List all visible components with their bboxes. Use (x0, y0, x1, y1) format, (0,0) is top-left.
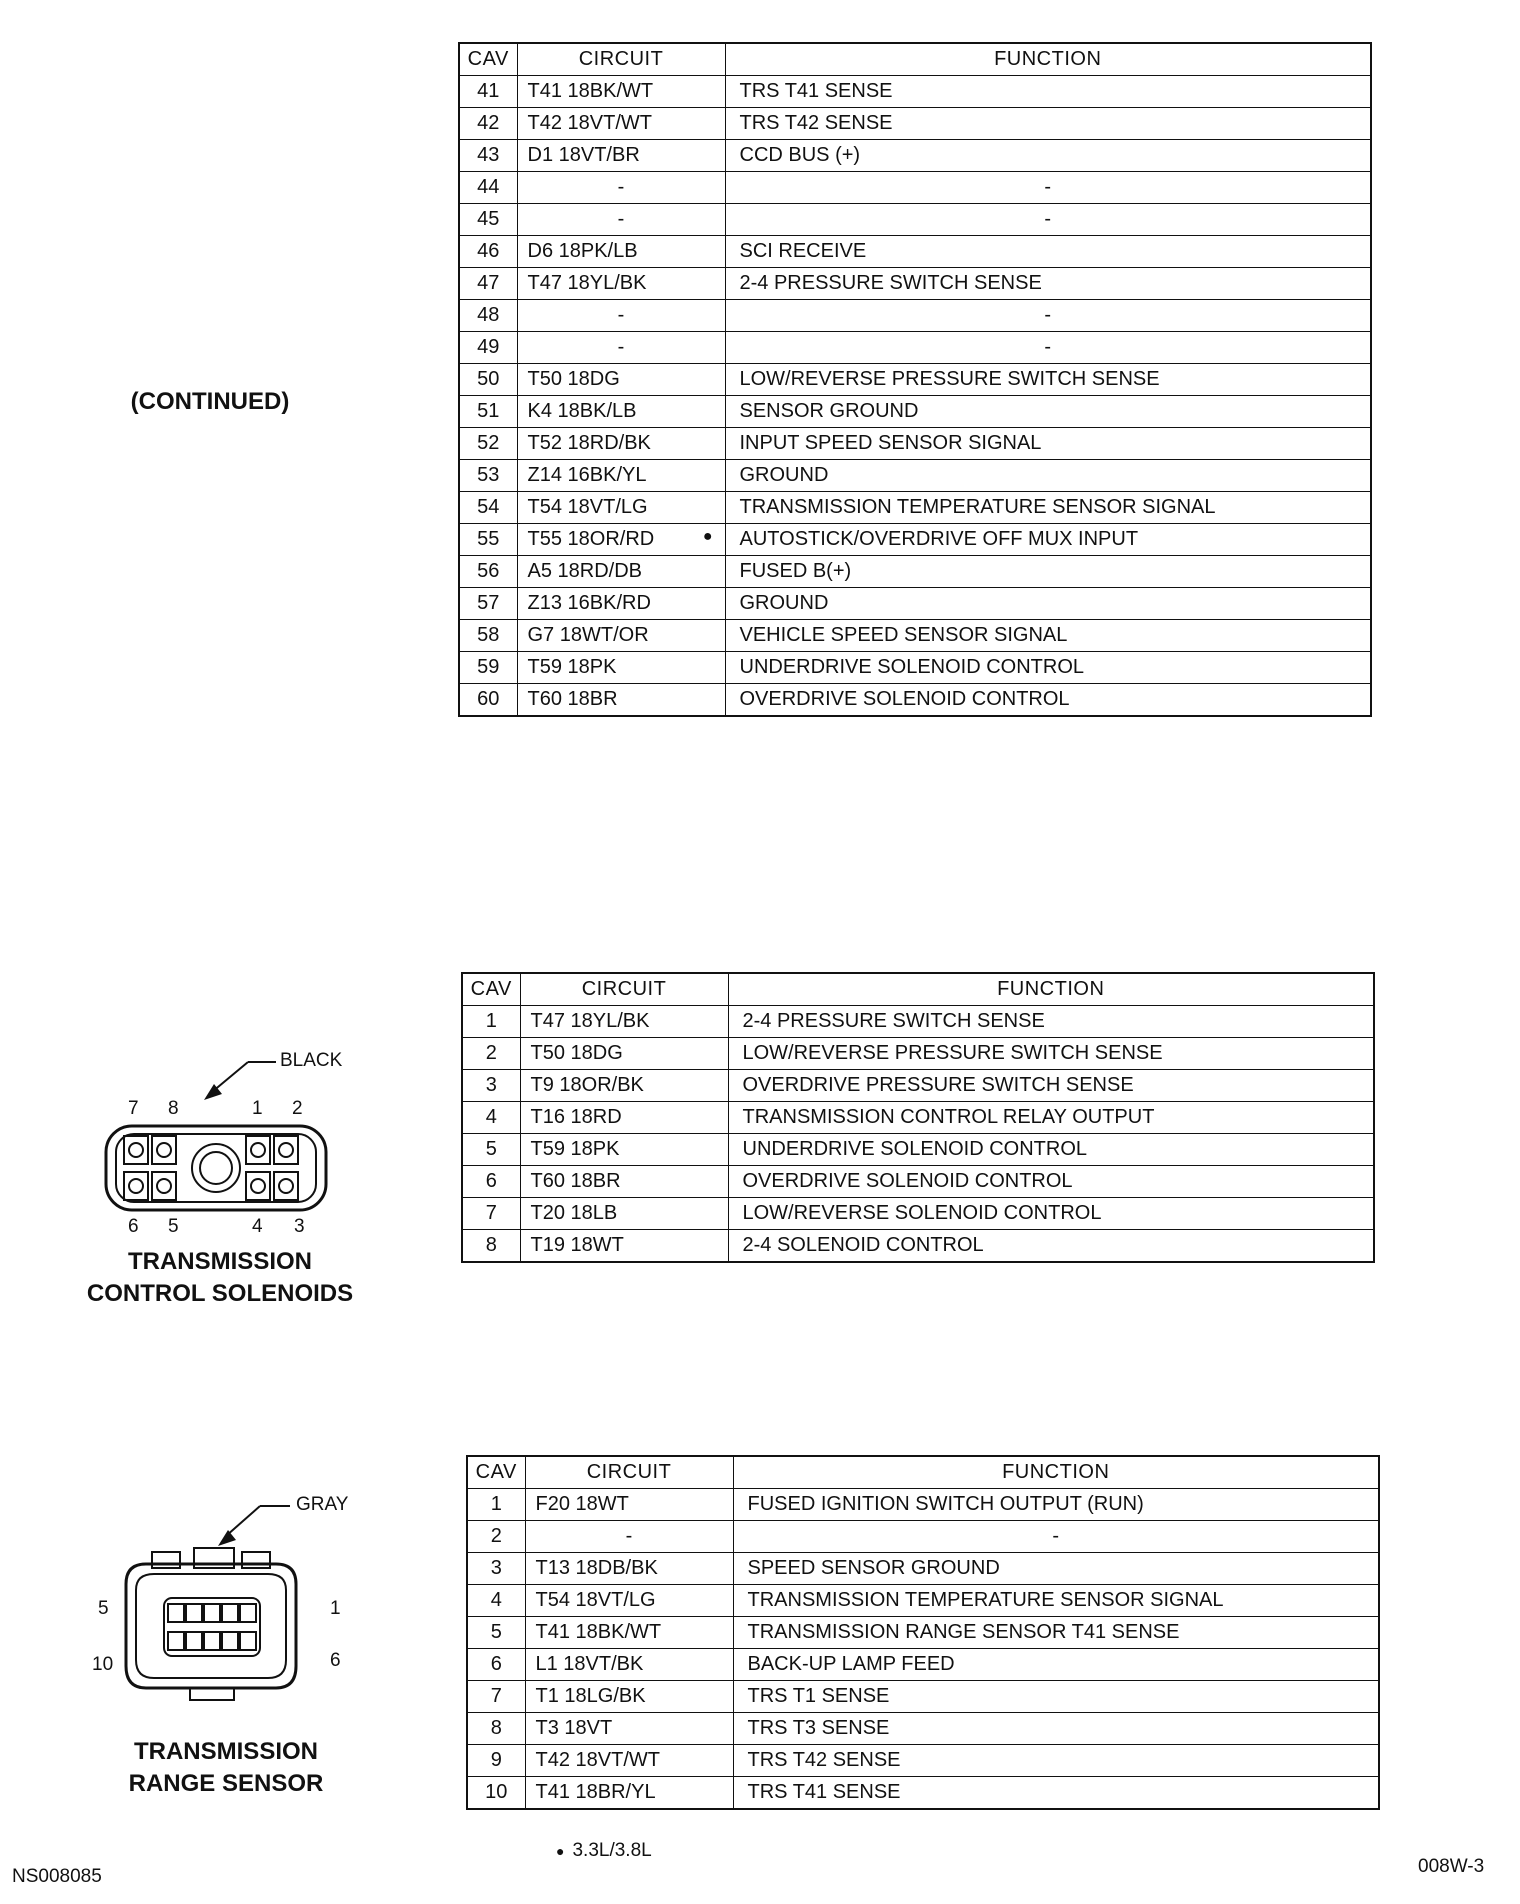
cav-cell: 47 (459, 268, 517, 300)
circuit-header: CIRCUIT (520, 973, 728, 1006)
table-row (467, 1585, 1379, 1617)
table-row (462, 1038, 1374, 1070)
function-header: FUNCTION (733, 1456, 1379, 1489)
function-cell: 2-4 SOLENOID CONTROL (728, 1230, 1374, 1263)
function-cell: OVERDRIVE SOLENOID CONTROL (728, 1166, 1374, 1198)
cav-cell: 9 (467, 1745, 525, 1777)
circuit-cell (525, 1745, 733, 1777)
connector-color-label: BLACK (280, 1050, 343, 1071)
pin-label: 2 (292, 1098, 303, 1119)
function-header: FUNCTION (728, 973, 1374, 1006)
function-cell: - (733, 1521, 1379, 1553)
footnote-text: 3.3L/3.8L (572, 1840, 652, 1861)
circuit-cell (520, 1102, 728, 1134)
circuit-text: T60 18BR (530, 1170, 621, 1192)
circuit-cell (525, 1681, 733, 1713)
function-cell: FUSED B(+) (725, 556, 1371, 588)
circuit-cell (517, 588, 725, 620)
cav-cell: 6 (467, 1649, 525, 1681)
cav-cell: 10 (467, 1777, 525, 1810)
circuit-header: CIRCUIT (517, 43, 725, 76)
pin-label: 6 (330, 1650, 341, 1671)
pin-label: 5 (168, 1216, 179, 1237)
circuit-text: T3 18VT (535, 1717, 613, 1739)
cav-cell: 7 (462, 1198, 520, 1230)
function-cell: AUTOSTICK/OVERDRIVE OFF MUX INPUT (725, 524, 1371, 556)
function-cell: TRS T3 SENSE (733, 1713, 1379, 1745)
table-row (459, 652, 1371, 684)
table-row (462, 1070, 1374, 1102)
circuit-cell (517, 300, 725, 332)
cav-cell: 5 (462, 1134, 520, 1166)
circuit-text: T54 18VT/LG (527, 496, 648, 518)
pin-label: 1 (330, 1598, 341, 1619)
cav-cell: 60 (459, 684, 517, 717)
solenoids-title-line1: TRANSMISSION (127, 1248, 312, 1275)
table-row (467, 1681, 1379, 1713)
circuit-text: T9 18OR/BK (530, 1074, 644, 1096)
cav-cell: 7 (467, 1681, 525, 1713)
circuit-text: Z13 16BK/RD (527, 592, 651, 614)
circuit-cell (517, 428, 725, 460)
function-cell: - (725, 204, 1371, 236)
circuit-text: T52 18RD/BK (527, 432, 651, 454)
page-id: 008W-3 (1418, 1856, 1485, 1877)
function-cell: LOW/REVERSE SOLENOID CONTROL (728, 1198, 1374, 1230)
function-cell: TRS T41 SENSE (725, 76, 1371, 108)
function-cell: TRS T1 SENSE (733, 1681, 1379, 1713)
circuit-text: D6 18PK/LB (527, 240, 638, 262)
table-row (467, 1489, 1379, 1521)
continued-label: (CONTINUED) (130, 388, 290, 415)
circuit-cell (520, 1006, 728, 1038)
cav-cell: 55 (459, 524, 517, 556)
circuit-text: - (625, 1525, 633, 1547)
table-row (459, 236, 1371, 268)
circuit-cell (525, 1617, 733, 1649)
cav-cell: 5 (467, 1617, 525, 1649)
circuit-cell (517, 364, 725, 396)
circuit-text: T41 18BK/WT (527, 80, 654, 102)
solenoids-title (60, 1246, 380, 1310)
cav-header: CAV (467, 1456, 525, 1489)
cav-cell: 49 (459, 332, 517, 364)
range-sensor-connector-diagram (90, 1494, 370, 1714)
function-cell: TRS T41 SENSE (733, 1777, 1379, 1810)
circuit-cell (525, 1713, 733, 1745)
table-row (459, 172, 1371, 204)
circuit-text: A5 18RD/DB (527, 560, 642, 582)
table-row (462, 1006, 1374, 1038)
function-cell: SCI RECEIVE (725, 236, 1371, 268)
document-id: NS008085 (12, 1866, 102, 1887)
table-row (459, 524, 1371, 556)
circuit-cell (517, 140, 725, 172)
table-row (459, 108, 1371, 140)
function-cell: TRANSMISSION CONTROL RELAY OUTPUT (728, 1102, 1374, 1134)
circuit-text: T50 18DG (530, 1042, 623, 1064)
cav-cell: 56 (459, 556, 517, 588)
cav-cell: 4 (462, 1102, 520, 1134)
pin-label: 10 (92, 1654, 114, 1675)
table-row (467, 1777, 1379, 1810)
solenoids-connector-diagram (100, 1050, 360, 1250)
circuit-cell (517, 652, 725, 684)
cav-cell: 46 (459, 236, 517, 268)
pin-label: 8 (168, 1098, 179, 1119)
circuit-text: T41 18BR/YL (535, 1781, 656, 1803)
table-row (462, 1166, 1374, 1198)
pin-label: 5 (98, 1598, 109, 1619)
range-sensor-title (66, 1736, 386, 1800)
circuit-cell (525, 1553, 733, 1585)
function-cell: - (725, 332, 1371, 364)
circuit-text: Z14 16BK/YL (527, 464, 647, 486)
table-row (459, 684, 1371, 717)
function-cell: INPUT SPEED SENSOR SIGNAL (725, 428, 1371, 460)
function-cell: FUSED IGNITION SWITCH OUTPUT (RUN) (733, 1489, 1379, 1521)
table-row (459, 364, 1371, 396)
table-row (462, 1102, 1374, 1134)
circuit-cell (517, 396, 725, 428)
circuit-cell (520, 1230, 728, 1263)
circuit-cell (517, 236, 725, 268)
table-row (459, 460, 1371, 492)
cav-cell: 51 (459, 396, 517, 428)
circuit-text: T54 18VT/LG (535, 1589, 656, 1611)
function-cell: - (725, 300, 1371, 332)
circuit-cell (520, 1038, 728, 1070)
circuit-cell (517, 556, 725, 588)
circuit-text: D1 18VT/BR (527, 144, 640, 166)
circuit-cell (517, 684, 725, 717)
function-cell: GROUND (725, 588, 1371, 620)
circuit-cell (517, 268, 725, 300)
function-cell: SENSOR GROUND (725, 396, 1371, 428)
cav-cell: 43 (459, 140, 517, 172)
cav-cell: 44 (459, 172, 517, 204)
function-cell: GROUND (725, 460, 1371, 492)
cav-cell: 2 (467, 1521, 525, 1553)
cav-cell: 50 (459, 364, 517, 396)
circuit-text: T59 18PK (530, 1138, 620, 1160)
cav-header: CAV (459, 43, 517, 76)
pinout-table-continued (458, 42, 1372, 717)
function-cell: OVERDRIVE PRESSURE SWITCH SENSE (728, 1070, 1374, 1102)
table-row (462, 1230, 1374, 1263)
circuit-cell (517, 204, 725, 236)
table-row (467, 1649, 1379, 1681)
circuit-text: T41 18BK/WT (535, 1621, 662, 1643)
range-sensor-title-line1: TRANSMISSION (133, 1738, 318, 1765)
cav-header: CAV (462, 973, 520, 1006)
pin-label: 4 (252, 1216, 263, 1237)
table-row (459, 620, 1371, 652)
cav-cell: 2 (462, 1038, 520, 1070)
circuit-text: F20 18WT (535, 1493, 629, 1515)
pin-label: 7 (128, 1098, 139, 1119)
pin-label: 3 (294, 1216, 305, 1237)
circuit-cell (525, 1521, 733, 1553)
circuit-cell (517, 460, 725, 492)
cav-cell: 54 (459, 492, 517, 524)
connector-color-label: GRAY (296, 1494, 349, 1515)
pinout-table-solenoids (461, 972, 1375, 1263)
circuit-text: T55 18OR/RD (527, 528, 655, 550)
table-row (462, 1198, 1374, 1230)
circuit-text: T47 18YL/BK (527, 272, 647, 294)
table-row (459, 204, 1371, 236)
cav-cell: 59 (459, 652, 517, 684)
cav-cell: 1 (467, 1489, 525, 1521)
circuit-text: - (617, 304, 625, 326)
circuit-cell (517, 620, 725, 652)
circuit-text: T47 18YL/BK (530, 1010, 650, 1032)
circuit-cell (517, 332, 725, 364)
function-cell: SPEED SENSOR GROUND (733, 1553, 1379, 1585)
function-cell: TRANSMISSION TEMPERATURE SENSOR SIGNAL (725, 492, 1371, 524)
circuit-cell (517, 108, 725, 140)
footnote (556, 1840, 652, 1862)
function-cell: OVERDRIVE SOLENOID CONTROL (725, 684, 1371, 717)
function-cell: VEHICLE SPEED SENSOR SIGNAL (725, 620, 1371, 652)
function-cell: 2-4 PRESSURE SWITCH SENSE (725, 268, 1371, 300)
bullet-icon: ● (702, 528, 713, 545)
pointer-arrow-icon (90, 1494, 370, 1714)
table-row (467, 1553, 1379, 1585)
footnote-bullet-icon: ● (556, 1843, 565, 1859)
range-sensor-title-line2: RANGE SENSOR (128, 1770, 324, 1797)
circuit-text: T50 18DG (527, 368, 620, 390)
circuit-text: T42 18VT/WT (527, 112, 652, 134)
table-row (459, 492, 1371, 524)
function-cell: UNDERDRIVE SOLENOID CONTROL (725, 652, 1371, 684)
circuit-text: T1 18LG/BK (535, 1685, 646, 1707)
circuit-text: T13 18DB/BK (535, 1557, 658, 1579)
table-row (459, 268, 1371, 300)
pinout-table-range-sensor (466, 1455, 1380, 1810)
pin-label: 6 (128, 1216, 139, 1237)
cav-cell: 3 (467, 1553, 525, 1585)
function-cell: BACK-UP LAMP FEED (733, 1649, 1379, 1681)
table-row (459, 396, 1371, 428)
circuit-text: K4 18BK/LB (527, 400, 637, 422)
table-row (467, 1521, 1379, 1553)
cav-cell: 42 (459, 108, 517, 140)
circuit-text: - (617, 208, 625, 230)
cav-cell: 4 (467, 1585, 525, 1617)
table-row (467, 1713, 1379, 1745)
function-cell: - (725, 172, 1371, 204)
circuit-text: T42 18VT/WT (535, 1749, 660, 1771)
function-cell: UNDERDRIVE SOLENOID CONTROL (728, 1134, 1374, 1166)
circuit-cell (517, 492, 725, 524)
circuit-text: - (617, 176, 625, 198)
circuit-text: T59 18PK (527, 656, 617, 678)
function-cell: CCD BUS (+) (725, 140, 1371, 172)
function-cell: TRS T42 SENSE (733, 1745, 1379, 1777)
circuit-text: G7 18WT/OR (527, 624, 649, 646)
table-row (459, 588, 1371, 620)
table-row (459, 428, 1371, 460)
circuit-text: T20 18LB (530, 1202, 618, 1224)
circuit-cell (525, 1489, 733, 1521)
circuit-cell (525, 1777, 733, 1810)
table-row (467, 1745, 1379, 1777)
table-row (459, 76, 1371, 108)
circuit-text: L1 18VT/BK (535, 1653, 644, 1675)
cav-cell: 58 (459, 620, 517, 652)
cav-cell: 8 (467, 1713, 525, 1745)
pointer-arrow-icon (100, 1050, 360, 1250)
function-cell: TRANSMISSION TEMPERATURE SENSOR SIGNAL (733, 1585, 1379, 1617)
circuit-text: T60 18BR (527, 688, 618, 710)
cav-cell: 8 (462, 1230, 520, 1263)
cav-cell: 41 (459, 76, 517, 108)
circuit-cell (517, 76, 725, 108)
cav-cell: 1 (462, 1006, 520, 1038)
circuit-cell (520, 1134, 728, 1166)
solenoids-title-line2: CONTROL SOLENOIDS (86, 1280, 354, 1307)
cav-cell: 6 (462, 1166, 520, 1198)
cav-cell: 52 (459, 428, 517, 460)
function-header: FUNCTION (725, 43, 1371, 76)
circuit-cell (517, 524, 725, 556)
function-cell: 2-4 PRESSURE SWITCH SENSE (728, 1006, 1374, 1038)
circuit-text: T16 18RD (530, 1106, 622, 1128)
function-cell: TRS T42 SENSE (725, 108, 1371, 140)
function-cell: LOW/REVERSE PRESSURE SWITCH SENSE (725, 364, 1371, 396)
function-cell: TRANSMISSION RANGE SENSOR T41 SENSE (733, 1617, 1379, 1649)
circuit-cell (525, 1585, 733, 1617)
circuit-header: CIRCUIT (525, 1456, 733, 1489)
function-cell: LOW/REVERSE PRESSURE SWITCH SENSE (728, 1038, 1374, 1070)
table-row (462, 1134, 1374, 1166)
circuit-cell (517, 172, 725, 204)
circuit-cell (525, 1649, 733, 1681)
circuit-cell (520, 1198, 728, 1230)
cav-cell: 48 (459, 300, 517, 332)
circuit-cell (520, 1070, 728, 1102)
table-row (459, 556, 1371, 588)
pin-label: 1 (252, 1098, 263, 1119)
cav-cell: 53 (459, 460, 517, 492)
circuit-text: - (617, 336, 625, 358)
table-row (459, 300, 1371, 332)
circuit-text: T19 18WT (530, 1234, 624, 1256)
table-row (467, 1617, 1379, 1649)
table-row (459, 332, 1371, 364)
circuit-cell (520, 1166, 728, 1198)
cav-cell: 45 (459, 204, 517, 236)
cav-cell: 3 (462, 1070, 520, 1102)
cav-cell: 57 (459, 588, 517, 620)
table-row (459, 140, 1371, 172)
